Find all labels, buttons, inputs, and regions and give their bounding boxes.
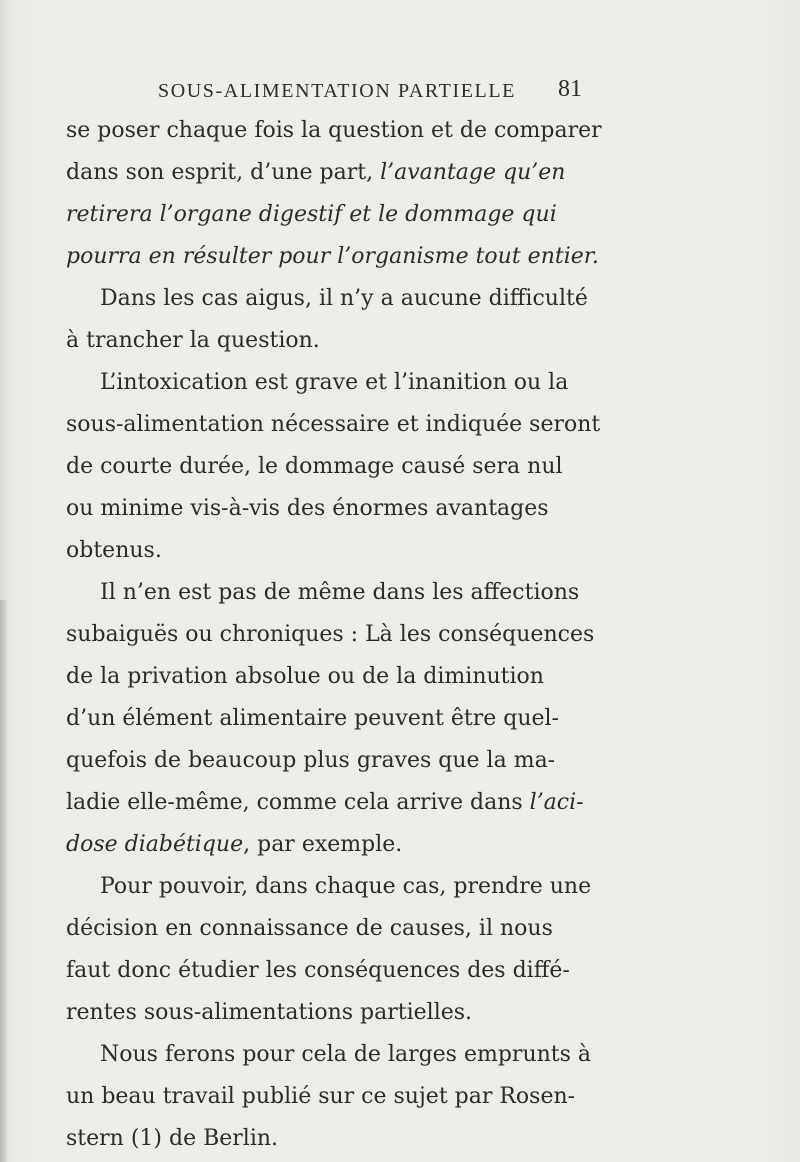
text-line: pourra en résulter pour l’organisme tout entier. — [66, 244, 599, 269]
text-line: quefois de beaucoup plus graves que la ma- — [66, 748, 556, 773]
text-line: sous-alimentation nécessaire et indiquée seront — [66, 412, 601, 437]
italic-phrase: l’aci- — [529, 790, 584, 815]
text-line: un beau travail publié sur ce sujet par Rosen- — [66, 1084, 576, 1109]
spine-shadow — [0, 600, 8, 1162]
text-line: subaiguës ou chroniques : Là les conséquences — [66, 622, 595, 647]
text-line: L’intoxication est grave et l’inanition ou la — [100, 370, 569, 395]
text-line: ladie elle-même, comme cela arrive dans l’aci- — [66, 790, 584, 815]
text-line: décision en connaissance de causes, il nous — [66, 916, 553, 941]
text-line: faut donc étudier les conséquences des diffé- — [66, 958, 570, 983]
text-line: se poser chaque fois la question et de comparer — [66, 118, 602, 143]
text-line: dans son esprit, d’une part, l’avantage qu’en — [66, 160, 566, 185]
text-line: obtenus. — [66, 538, 162, 563]
text-line: de courte durée, le dommage causé sera nul — [66, 454, 563, 479]
text-line: retirera l’organe digestif et le dommage qui — [66, 202, 557, 227]
page-number: 81 — [558, 76, 582, 102]
text-line: d’un élément alimentaire peuvent être quel- — [66, 706, 559, 731]
text-line: Il n’en est pas de même dans les affections — [100, 580, 580, 605]
running-head: SOUS-ALIMENTATION PARTIELLE — [158, 80, 516, 102]
text-line: rentes sous-alimentations partielles. — [66, 1000, 473, 1025]
italic-phrase: dose diabétique — [66, 832, 244, 857]
text-line: ou minime vis-à-vis des énormes avantages — [66, 496, 549, 521]
text-line: Pour pouvoir, dans chaque cas, prendre une — [100, 874, 592, 899]
text-line: de la privation absolue ou de la diminution — [66, 664, 544, 689]
text-line: stern (1) de Berlin. — [66, 1126, 279, 1151]
text-line: Nous ferons pour cela de larges emprunts à — [100, 1042, 592, 1067]
text-line: dose diabétique, par exemple. — [66, 832, 403, 857]
italic-phrase: l’avantage qu’en — [380, 160, 566, 185]
text-line: à trancher la question. — [66, 328, 320, 353]
text-line: Dans les cas aigus, il n’y a aucune difficulté — [100, 286, 588, 311]
